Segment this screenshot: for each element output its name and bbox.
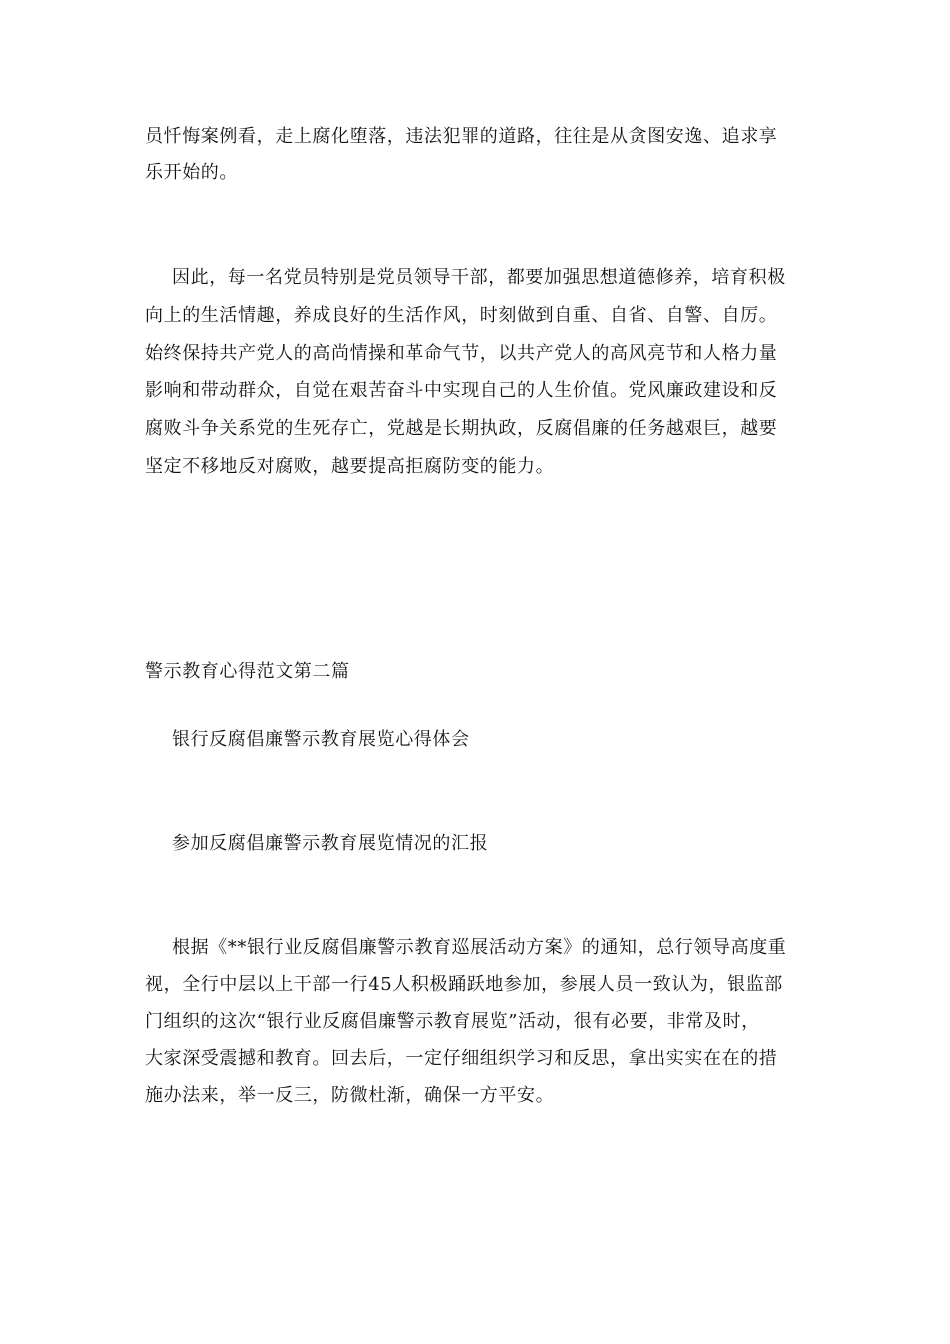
paragraph-line: 根据《**银行业反腐倡廉警示教育巡展活动方案》的通知，总行领导高度重 [172, 937, 787, 958]
paragraph-line: 员忏悔案例看，走上腐化堕落，违法犯罪的道路，往往是从贪图安逸、追求享 [145, 126, 778, 147]
paragraph-line: 视，全行中层以上干部一行45人积极踊跃地参加，参展人员一致认为，银监部 [145, 974, 783, 995]
paragraph-line: 向上的生活情趣，养成良好的生活作风，时刻做到自重、自省、自警、自厉。 [145, 305, 778, 326]
paragraph-line: 坚定不移地反对腐败，越要提高拒腐防变的能力。 [145, 456, 555, 477]
report-title: 参加反腐倡廉警示教育展览情况的汇报 [172, 833, 489, 854]
paragraph-line: 始终保持共产党人的高尚情操和革命气节，以共产党人的高风亮节和人格力量 [145, 343, 778, 364]
paragraph-line: 大家深受震撼和教育。回去后，一定仔细组织学习和反思，拿出实实在在的措 [145, 1048, 778, 1069]
paragraph-line: 影响和带动群众，自觉在艰苦奋斗中实现自己的人生价值。党风廉政建设和反 [145, 380, 778, 401]
subtitle: 银行反腐倡廉警示教育展览心得体会 [172, 729, 470, 750]
paragraph-line: 乐开始的。 [145, 162, 238, 183]
section-heading: 警示教育心得范文第二篇 [145, 661, 350, 682]
paragraph-line: 因此，每一名党员特别是党员领导干部，都要加强思想道德修养，培育积极 [172, 267, 786, 288]
paragraph-line: 门组织的这次“银行业反腐倡廉警示教育展览”活动，很有必要，非常及时， [145, 1011, 760, 1032]
paragraph-line: 施办法来，举一反三，防微杜渐，确保一方平安。 [145, 1085, 555, 1106]
paragraph-line: 腐败斗争关系党的生死存亡，党越是长期执政，反腐倡廉的任务越艰巨，越要 [145, 418, 778, 439]
